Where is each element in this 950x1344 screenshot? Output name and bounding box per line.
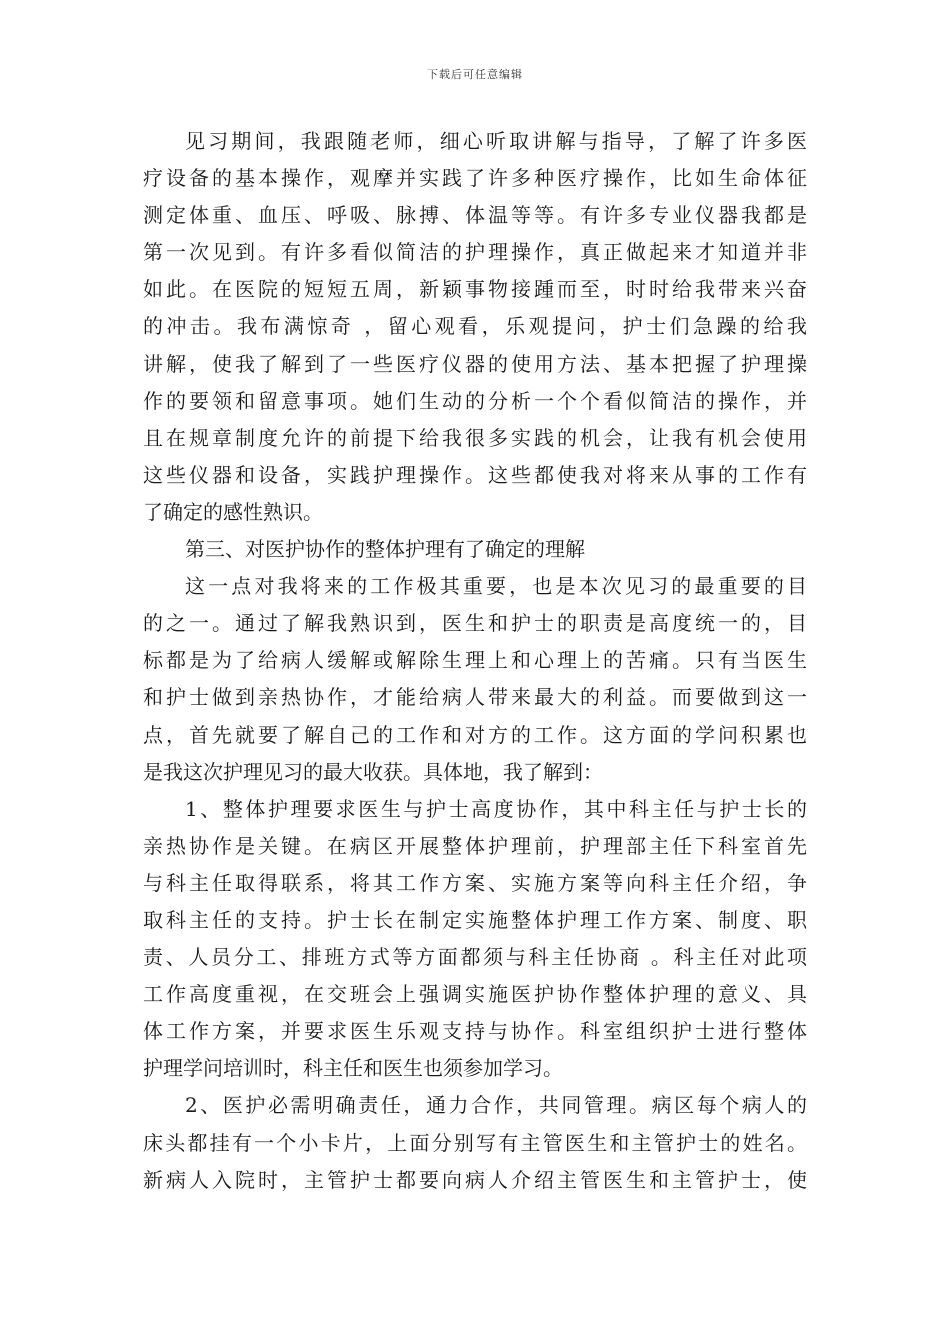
text-line-17: 点，首先就要了解自己的工作和对方的工作。这方面的学问积累也 — [143, 722, 807, 747]
text-line-13: 这一点对我将来的工作极其重要，也是本次见习的最重要的目 — [185, 574, 807, 599]
text-line-15: 标都是为了给病人缓解或解除生理上和心理上的苦痛。只有当医生 — [143, 648, 807, 673]
list-item-1-line-4: 取科主任的支持。护士长在制定实施整体护理工作方案、制度、职 — [143, 907, 807, 932]
document-body — [143, 123, 807, 1199]
text-line-5: 如此。在医院的短短五周，新颖事物接踵而至，时时给我带来兴奋 — [143, 277, 807, 302]
list-item-2-line-1: 2、医护必需明确责任，通力合作，共同管理。病区每个病人的 — [185, 1093, 807, 1118]
page-header: 下载后可任意编辑 — [427, 68, 523, 81]
text-line-8: 作的要领和留意事项。她们生动的分析一个个看似简洁的操作，并 — [143, 388, 807, 413]
list-item-1-line-8: 护理学问培训时，科主任和医生也须参加学习。 — [143, 1056, 563, 1081]
text-line-14: 的之一。通过了解我熟识到，医生和护士的职责是高度统一的，目 — [143, 611, 807, 636]
text-line-16: 和护士做到亲热协作，才能给病人带来最大的利益。而要做到这一 — [143, 685, 807, 710]
list-item-1-line-3: 与科主任取得联系，将其工作方案、实施方案等向科主任介绍，争 — [143, 870, 807, 895]
list-item-2-line-3: 新病人入院时，主管护士都要向病人介绍主管医生和主管护士，使 — [143, 1167, 807, 1192]
text-line-3: 测定体重、血压、呼吸、脉搏、体温等等。有许多专业仪器我都是 — [143, 203, 807, 228]
list-item-1-line-6: 工作高度重视，在交班会上强调实施医护协作整体护理的意义、具 — [143, 982, 807, 1007]
list-item-1-line-2: 亲热协作是关键。在病区开展整体护理前，护理部主任下科室首先 — [143, 833, 807, 858]
section-heading: 第三、对医护协作的整体护理有了确定的理解 — [185, 537, 585, 562]
list-item-1-line-5: 责、人员分工、排班方式等方面都须与科主任协商 。科主任对此项 — [143, 945, 807, 970]
text-line-4: 第一次见到。有许多看似简洁的护理操作，真正做起来才知道并非 — [143, 240, 807, 265]
text-line-11: 了确定的感性熟识。 — [143, 499, 323, 524]
text-line-6: 的冲击。我布满惊奇 ，留心观看，乐观提问，护士们急躁的给我 — [143, 314, 807, 339]
text-line-10: 这些仪器和设备，实践护理操作。这些都使我对将来从事的工作有 — [143, 462, 807, 487]
text-line-2: 疗设备的基本操作，观摩并实践了许多种医疗操作，比如生命体征 — [143, 166, 807, 191]
list-item-1-line-1: 1、整体护理要求医生与护士高度协作，其中科主任与护士长的 — [185, 796, 807, 821]
text-line-1: 见习期间，我跟随老师，细心听取讲解与指导，了解了许多医 — [185, 129, 807, 153]
text-line-7: 讲解，使我了解到了一些医疗仪器的使用方法、基本把握了护理操 — [143, 351, 807, 376]
text-line-9: 且在规章制度允许的前提下给我很多实践的机会，让我有机会使用 — [143, 425, 807, 450]
text-line-18: 是我这次护理见习的最大收获。具体地，我了解到： — [143, 759, 603, 784]
list-item-2-line-2: 床头都挂有一个小卡片，上面分别写有主管医生和主管护士的姓名。 — [143, 1130, 807, 1155]
list-item-1-line-7: 体工作方案，并要求医生乐观支持与协作。科室组织护士进行整体 — [143, 1019, 807, 1044]
